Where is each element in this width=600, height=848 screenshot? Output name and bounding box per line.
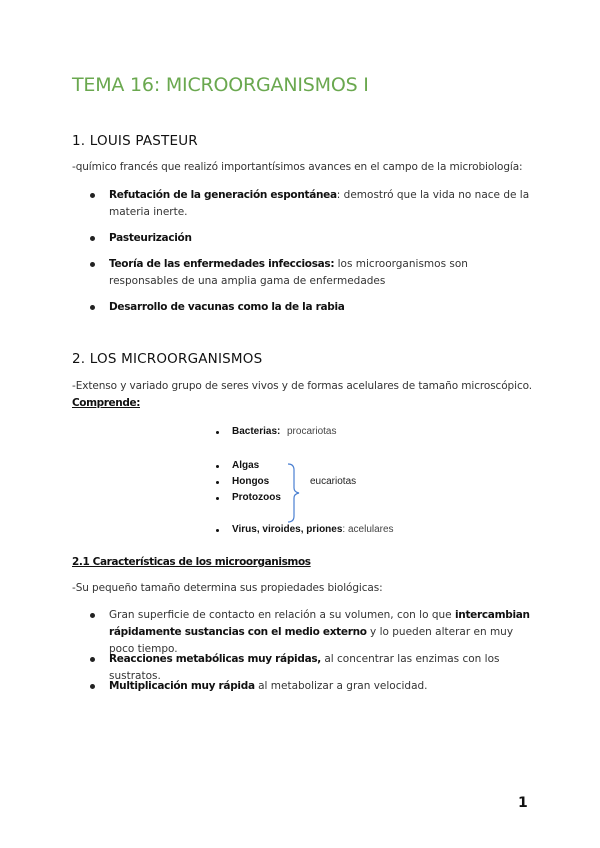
- list-item: [90, 256, 530, 290]
- bullet-dot-icon: [216, 465, 219, 468]
- section-heading-microorganismos: 2. LOS MICROORGANISMOS: [72, 351, 263, 367]
- acelulares-text: : acelulares: [342, 524, 394, 535]
- bullet-text: : demostró que la vida no nace de la materia inerte.: [109, 189, 530, 218]
- bullet-bold-text: intercambian rápidamente sustancias con el medio externo: [109, 609, 530, 638]
- bullet-text: al metabolizar a gran velocidad.: [254, 680, 428, 692]
- list-item: [90, 230, 530, 247]
- procariotas-label: procariotas: [287, 426, 337, 437]
- bullet-dot-icon: [90, 193, 95, 198]
- brace-icon: [284, 462, 306, 524]
- list-item: [90, 299, 530, 316]
- virus-label: [232, 524, 394, 535]
- bullet-dot-icon: [216, 529, 219, 532]
- pasteur-intro: -químico francés que realizó importantísimos avances en el campo de la microbiología:: [72, 161, 523, 173]
- comprende-label: Comprende:: [72, 397, 140, 409]
- bacterias-label: Bacterias:: [232, 426, 281, 437]
- bullet-text: al concentrar las enzimas con los sustratos.: [109, 653, 500, 682]
- bullet-dot-icon: [90, 236, 95, 241]
- list-item: [90, 187, 530, 221]
- virus-text: Virus, viroides, priones: [232, 524, 343, 535]
- protozoos-label: Protozoos: [232, 492, 281, 503]
- bullet-bold-text: Teoría de las enfermedades infecciosas:: [109, 258, 335, 270]
- bullet-dot-icon: [216, 481, 219, 484]
- bullet-dot-icon: [216, 497, 219, 500]
- subsection-intro: -Su pequeño tamaño determina sus propiedades biológicas:: [72, 582, 383, 594]
- algas-label: Algas: [232, 460, 260, 471]
- bullet-bold-text: Pasteurización: [109, 232, 192, 244]
- bullet-text: Gran superficie de contacto en relación a su volumen, con lo que: [109, 609, 455, 621]
- hongos-label: Hongos: [232, 476, 270, 487]
- subsection-heading: 2.1 Características de los microorganismos: [72, 556, 311, 568]
- section-heading-pasteur: 1. LOUIS PASTEUR: [72, 133, 198, 149]
- microorganismos-intro: -Extenso y variado grupo de seres vivos y de formas acelulares de tamaño microscópico.: [72, 380, 532, 392]
- bullet-bold-text: Desarrollo de vacunas como la de la rabia: [109, 301, 345, 313]
- bullet-dot-icon: [90, 657, 95, 662]
- page-title: TEMA 16: MICROORGANISMOS I: [72, 74, 369, 96]
- list-item: [90, 678, 530, 695]
- bullet-dot-icon: [90, 613, 95, 618]
- bullet-dot-icon: [90, 305, 95, 310]
- bullet-bold-text: Refutación de la generación espontánea: [109, 189, 337, 201]
- page-number: 1: [518, 795, 528, 811]
- bullet-bold-text: Reacciones metabólicas muy rápidas,: [109, 653, 321, 665]
- bullet-text: los microorganismos son responsables de una amplia gama de enfermedades: [109, 258, 468, 287]
- bullet-dot-icon: [90, 262, 95, 267]
- eucariotas-label: eucariotas: [310, 476, 357, 487]
- bullet-dot-icon: [90, 684, 95, 689]
- bullet-bold-text: Multiplicación muy rápida: [109, 680, 255, 692]
- bullet-dot-icon: [216, 431, 219, 434]
- bullet-text: y lo pueden alterar en muy poco tiempo.: [109, 626, 514, 655]
